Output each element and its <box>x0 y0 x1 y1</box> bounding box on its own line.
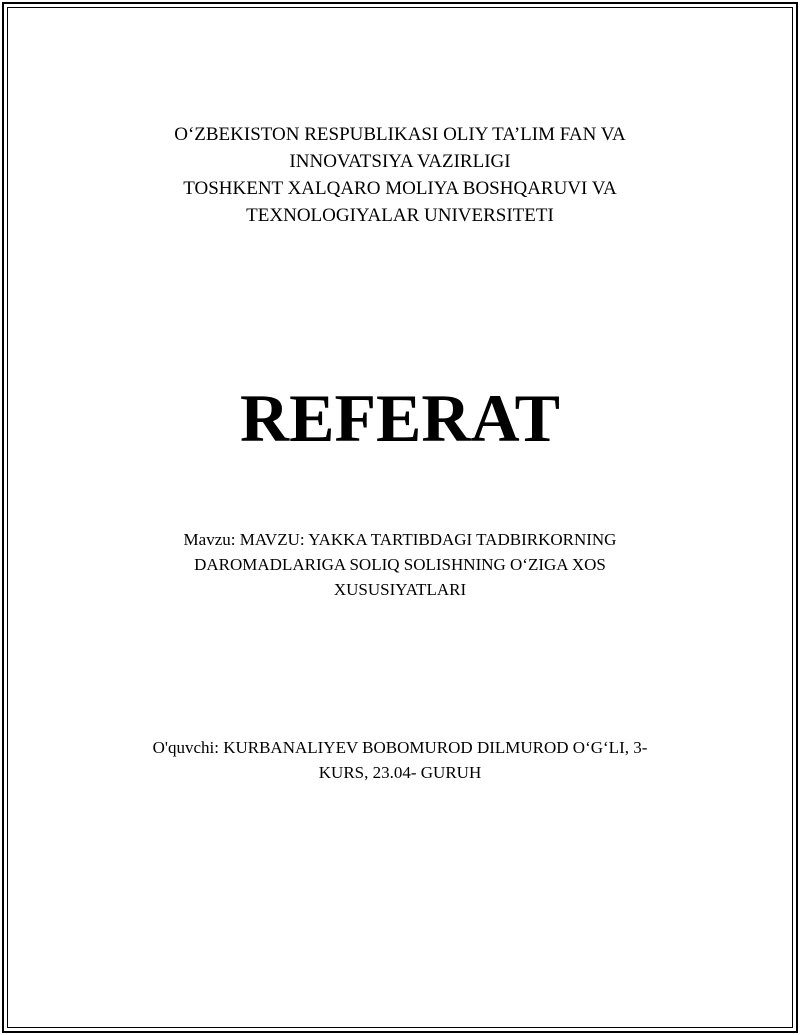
topic-line-2: DAROMADLARIGA SOLIQ SOLISHNING O‘ZIGA XOS <box>194 555 606 574</box>
student-line-1: O'quvchi: KURBANALIYEV BOBOMUROD DILMUROD O‘G‘LI, 3- <box>152 738 648 757</box>
topic-line-1: Mavzu: MAVZU: YAKKA TARTIBDAGI TADBIRKORNING <box>183 530 617 549</box>
institution-header <box>0 121 800 229</box>
topic-block <box>0 527 800 602</box>
header-line-2: INNOVATSIYA VAZIRLIGI <box>289 151 511 172</box>
header-line-3: TOSHKENT XALQARO MOLIYA BOSHQARUVI VA <box>183 178 617 199</box>
header-line-1: O‘ZBEKISTON RESPUBLIKASI OLIY TA’LIM FAN VA <box>174 124 626 145</box>
student-line-2: KURS, 23.04- GURUH <box>318 763 482 782</box>
document-title: REFERAT <box>240 380 560 456</box>
student-block <box>0 735 800 785</box>
header-line-4: TEXNOLOGIYALAR UNIVERSITETI <box>246 205 554 226</box>
topic-line-3: XUSUSIYATLARI <box>333 580 467 599</box>
